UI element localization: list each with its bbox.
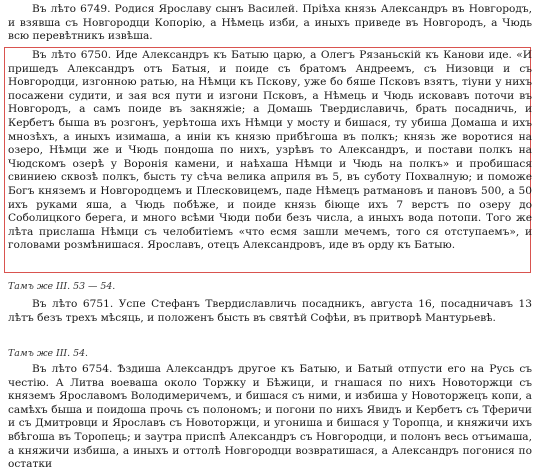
reference-note-1: Тамъ же III. 53 — 54.: [8, 281, 116, 292]
entry-6754: Въ лѣто 6754. Ѣздиша Александръ другое къ Батыю, и Батый отпусти его на Русь съ честію. А Литва воеваша около Торжку и Бѣжици, и гнашася по нихъ Новоторжци съ княземъ Ярославомъ Володимеричемъ, и бишася съ ними, и избиша у Новоторжецъ копи, а самѣхъ быша и поидоша прочь съ полономъ; и погони по нихъ Явидъ и Кербетъ съ Тферичи и съ Дмитровци и Ярославъ съ Новоторжци, и угониша и бишася у Торопца, и княжичи ихъ вбѣгоша въ Торопець; и заутра приспѣ Александръ съ Новгородци, и полонъ весь отъимаша, а княжичи избиша, а иныхъ и оттолѣ Новгородци возвратишася, а Александръ погонися по остатки: [8, 363, 532, 471]
reference-note-2: Тамъ же III. 54.: [8, 348, 89, 359]
entry-6751: Въ лѣто 6751. Успе Стефанъ Твердиславличь посадникъ, августа 16, посадничавъ 13 лѣтъ безъ трехъ мѣсяць, и положенъ бысть въ святѣй Софѣи, въ притворѣ Мантурьевѣ.: [8, 298, 532, 324]
entry-6749: Въ лѣто 6749. Родися Ярославу сынъ Василей. Пріѣха князь Александръ въ Новгородъ, и взявша съ Новгородци Копорію, а Нѣмець изби, а иныхъ приведе въ Новгородъ, а Чюдь всю перевѣтникъ извѣша.: [8, 3, 532, 43]
entry-6750: Въ лѣто 6750. Иде Александръ къ Батыю царю, а Олегъ Рязаньскій къ Канови иде. «И пришедъ Александръ отъ Батыя, и поиде съ братомъ Андреемъ, съ Низовци и съ Новгородци, изгонною ратью, на Нѣмци къ Пскову, уже бо бяше Псковъ взятъ, тіуни у нихъ посажени судити, и зая вся пути и изгони Псковъ, а Нѣмець и Чюдь исковавъ поточи въ Новгородъ, а самъ поиде въ закняжіе; а Домашь Твердиславичь, брать посадничь, и Кербетъ быша въ розгонъ, уерѣтоша ихъ Нѣмци у мосту и бишася, ту убиша Домаша и ихъ мнозѣхъ, а иныхъ изимаша, а иніи къ князю прибѣгоша въ полкъ; князь же воротися на озеро, Нѣмци же и Чюдь пондоша по нихъ, узрѣвъ то Александръ, и постави полкъ на Чюдскомъ озерѣ у Воронія камени, и наѣхаша Нѣмци и Чюдь на полкъ» и пробишася свиниею сквозѣ полкъ, бысть ту сѣча велика априля въ 5, въ суботу Похвалную; и поможе Богъ княземъ и Новгородцемъ и Плесковицемъ, паде Нѣмецъ ратмановъ и пановъ 500, а 50 ихъ руками яша, а Чюдь побѣже, и поиде князь біюще ихъ 7 верстъ по озеру до Соболицкого берега, и много всѣми Чюди поби безъ числа, а иныхъ вода потопи. Того же лѣта прислаша Нѣмци съ челобитіемъ «что есмя зашли мечемъ, того ся отступаемъ», и головами розмѣнишася. Ярославъ, отецъ Александровъ, иде въ орду къ Батыю.: [8, 49, 532, 252]
